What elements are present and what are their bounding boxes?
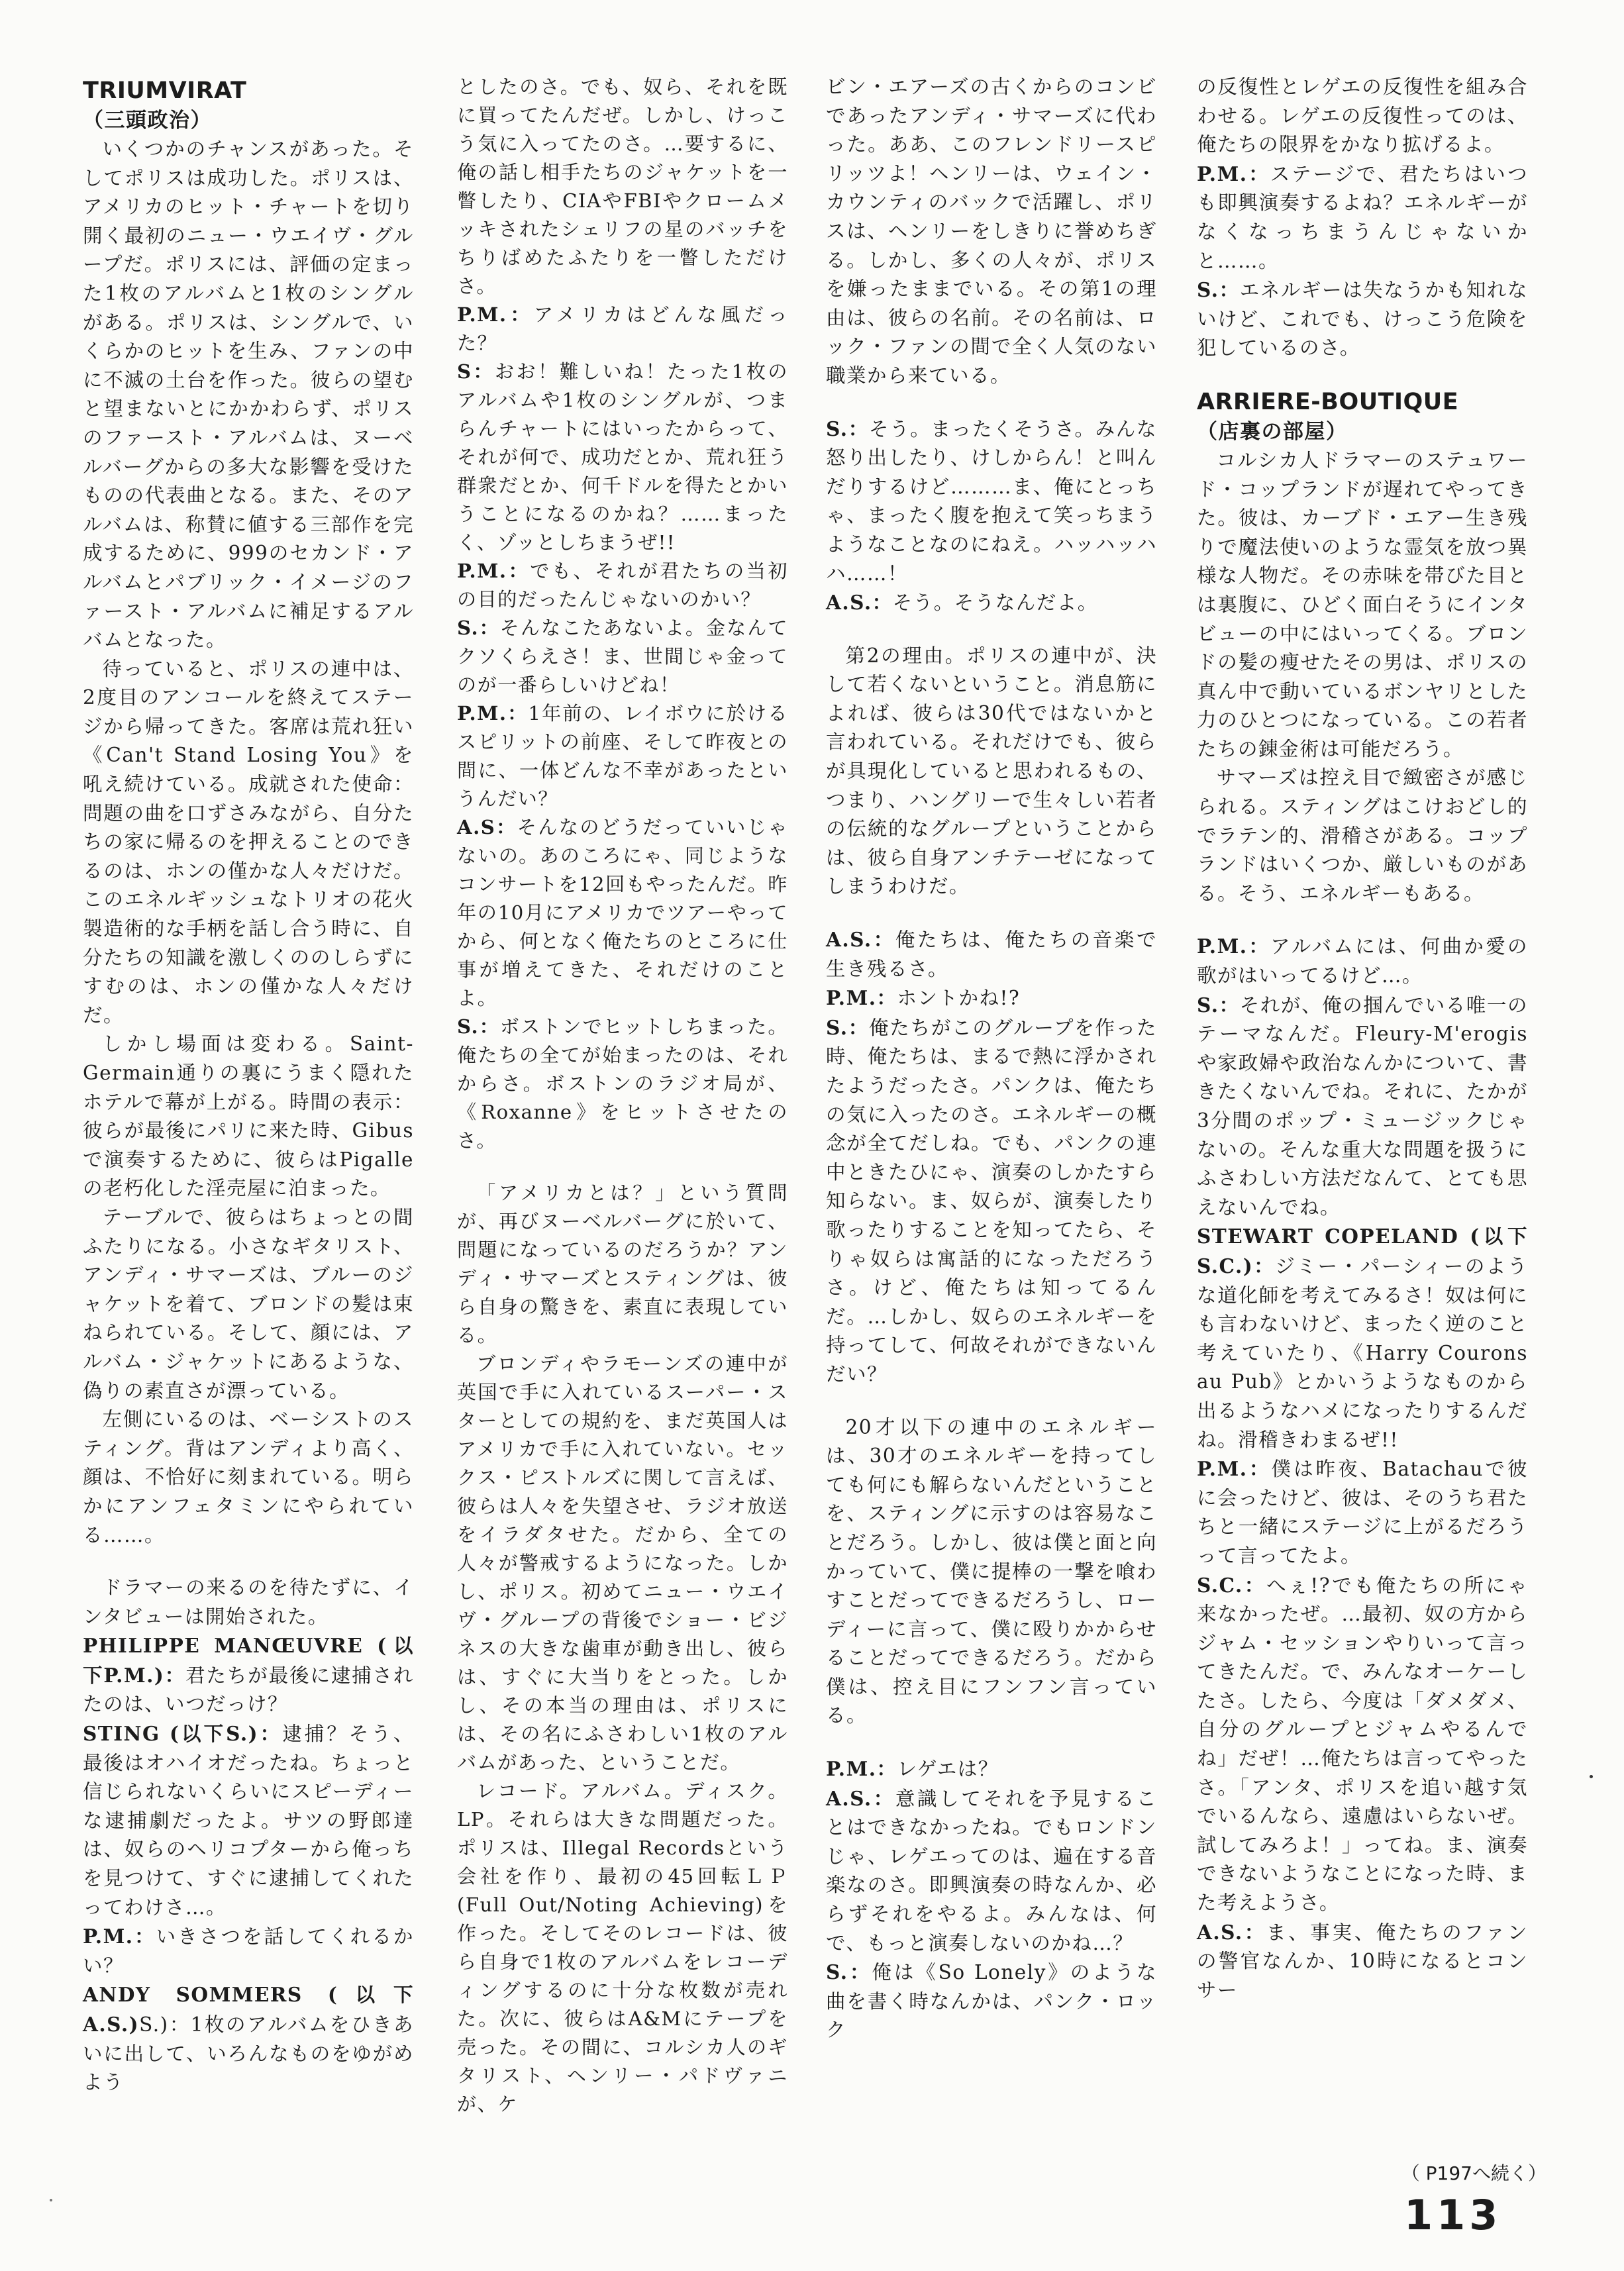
speaker-label: S： <box>457 360 495 383</box>
dialogue-line <box>1197 1454 1528 1570</box>
speaker-label: A.S.： <box>1197 1920 1266 1944</box>
dialogue-line <box>1197 1222 1528 1454</box>
speaker-label: S.： <box>457 1015 500 1038</box>
section-subheading: （三頭政治） <box>83 109 212 132</box>
dialogue-text: 俺たちは、俺たちの音楽で生き残るさ。 <box>826 929 1157 980</box>
body-paragraph: テーブルで、彼らはちょっとの間ふたりになる。小さなギタリスト、アンディ・サマーズは、ブルーのジャケットを着て、ブロンドの髪は束ねられている。そして、顔には、アルバム・ジャケットにあるような、偽りの素直さが漂っている。 <box>83 1205 414 1402</box>
body-paragraph: ドラマーの来るのを待たずに、インタビューは開始された。 <box>83 1576 414 1628</box>
dialogue-line <box>83 1922 414 1980</box>
dialogue-text: へぇ!?でも俺たちの所にゃ来なかったぜ。…最初、奴の方からジャム・セッションやりいって言ってきたんだ。で、みんなオーケーしたさ。したら、今度は「ダメダメ、自分のグループとジャムやるんでね」だぜ！…俺たちは言ってやったさ。「アンタ、ポリスを追い越す気でいるんなら、遠慮はいらないぜ。試してみろよ！」ってね。ま、演奏できないようなことになった時、また考えようさ。 <box>1197 1574 1528 1915</box>
dialogue-line <box>1197 991 1528 1223</box>
dialogue-line <box>1197 160 1528 276</box>
speaker-label: P.M.： <box>1197 162 1270 185</box>
speaker-label: P.M.： <box>83 1925 156 1948</box>
dialogue-line <box>1197 1571 1528 1918</box>
dialogue-text: 僕は昨夜、Batachauで彼に会ったけど、彼は、そのうち君たちと一緒にステージに上がるだろうって言ってたよ。 <box>1197 1458 1528 1567</box>
dialogue-line <box>826 925 1157 984</box>
dialogue-text: おお！難しいね！たった1枚のアルバムや1枚のシングルが、つまらんチャートにはいったからって、それが何で、成功だとか、荒れ狂う群衆だとか、何千ドルを得たとかいうことになるのかね？……まったく、ゾッとしちまうぜ!! <box>457 360 788 554</box>
dialogue-text: そう。そうなんだよ。 <box>892 591 1098 615</box>
body-paragraph: 左側にいるのは、ベーシストのスティング。背はアンディより高く、顔は、不恰好に刻まれている。明らかにアンフェタミンにやられている……。 <box>83 1408 414 1546</box>
continued-note: （ P197へ続く） <box>1401 2162 1547 2184</box>
dialogue-text: ボストンでヒットしちまった。俺たちの全てが始まったのは、それからさ。ボストンのラジオ局が、《Roxanne》をヒットさせたのさ。 <box>457 1015 788 1152</box>
speaker-label: P.M.： <box>826 1757 897 1781</box>
text-column-2 <box>457 73 788 2119</box>
dialogue-text: アルバムには、何曲か愛の歌がはいってるけど…。 <box>1197 935 1528 987</box>
dialogue-text: そんなのどうだっていいじゃないの。あのころにゃ、同じようなコンサートを12回もやったんだ。昨年の10月にアメリカでツアーやってから、何となく俺たちのところに仕事が増えてきた、それだけのことよ。 <box>457 816 788 1009</box>
body-paragraph: サマーズは控え目で緻密さが感じられる。スティングはこけおどし的でラテン的、滑稽さがある。コップランドはいくつか、厳しいものがある。そう、エネルギーもある。 <box>1197 766 1528 905</box>
dialogue-line <box>826 984 1157 1013</box>
speaker-label: S.： <box>826 1015 870 1039</box>
body-paragraph: 第2の理由。ポリスの連中が、決して若くないということ。消息筋によれば、彼らは30代ではないかと言われている。それだけでも、彼らが具現化していると思われるもの、つまり、ハングリーで生々しい若者の伝統的なグループということからは、彼ら自身アンチテーゼになってしまうわけだ。 <box>826 644 1157 898</box>
body-paragraph: 待っていると、ポリスの連中は、2度目のアンコールを終えてステージから帰ってきた。客席は荒れ狂い《Can't Stand Losing You》を吼え続けている。成就された使命：問題の曲を口ずさみながら、自分たちの家に帰るのを押えることのできるのは、ホンの僅かな人々だけだ。このエネルギッシュなトリオの花火製造術的な手柄を話し合う時に、自分たちの知識を激しくののしらずにすむのは、ホンの僅かな人々だけだ。 <box>83 657 414 1027</box>
section-subheading: （店裏の部屋） <box>1197 419 1348 444</box>
dialogue-line <box>826 415 1157 589</box>
body-paragraph: 20才以下の連中のエネルギーは、30才のエネルギーを持ってしても何にも解らないんだということを、スティングに示すのは容易なことだろう。しかし、彼は僕と面と向かっていて、僕に提棒の一撃を喰わすことだってできるだろうし、ローディーに言って、僕に殴りかからせることだってできるだろう。だから僕は、控え目にフンフン言っている。 <box>826 1415 1157 1727</box>
speaker-label: S.C.： <box>1197 1573 1267 1597</box>
speaker-label: S.： <box>826 417 869 440</box>
speaker-label: P.M.： <box>457 702 529 725</box>
body-paragraph: しかし場面は変わる。Saint-Germain通りの裏にうまく隠れたホテルで幕が上がる。時間の表示：彼らが最後にパリに来た時、Gibus で演奏するために、彼らはPigalleの老朽化した淫売屋に泊まった。 <box>83 1033 414 1200</box>
speaker-label: S.： <box>1197 993 1240 1017</box>
dialogue-text: いきさつを話してくれるかい？ <box>83 1925 414 1977</box>
dialogue-text: そう。まったくそうさ。みんな怒り出したり、けしからん！と叫んだりするけど………ま、俺にとっちゃ、まったく腹を抱えて笑っちまうようなことなのにねえ。ハッハッハハ……！ <box>826 417 1157 585</box>
speaker-label: A.S.： <box>826 591 893 615</box>
dialogue-text: S.)：1枚のアルバムをひきあいに出して、いろんなものをゆがめよう <box>83 2013 414 2094</box>
dialogue-line <box>83 1631 414 1719</box>
speaker-label: A.S.： <box>826 1786 895 1810</box>
section-heading-arriere-boutique: ARRIERE-BOUTIQUE <box>1197 388 1459 415</box>
dialogue-text: 俺は《So Lonely》のような曲を書く時なんかは、パンク・ロック <box>826 1961 1157 2042</box>
dialogue-line <box>1197 1918 1528 2005</box>
dialogue-line <box>1197 932 1528 990</box>
dialogue-line <box>826 588 1157 618</box>
dialogue-text: ホントかね!? <box>897 987 1021 1010</box>
speaker-label: P.M.： <box>1197 934 1271 958</box>
dialogue-text: 1年前の、レイボウに於けるスピリットの前座、そして昨夜との間に、一体どんな不幸があったというんだい？ <box>457 702 788 810</box>
speaker-label: P.M.： <box>457 560 531 582</box>
print-speck <box>1590 1775 1593 1778</box>
body-paragraph: ブロンディやラモーンズの連中が英国で手に入れているスーパー・スターとしての規約を、まだ英国人はアメリカで手に入れていない。セックス・ピストルズに関して言えば、彼らは人々を失望させ、ラジオ放送をイラダタせた。だから、全ての人々が警戒するようになった。しかし、ポリス。初めてニュー・ウエイヴ・グループの背後でショー・ビジネスの大きな歯車が動き出し、彼らは、すぐに大当りをとった。しかし、その本当の理由は、ポリスには、その名にふさわしい1枚のアルバムがあった、ということだ。 <box>457 1352 789 1774</box>
dialogue-line <box>826 1958 1157 2045</box>
dialogue-line <box>457 1013 788 1155</box>
dialogue-line <box>826 1754 1157 1784</box>
dialogue-text: 君たちが最後に逮捕されたのは、いつだっけ？ <box>83 1664 414 1716</box>
dialogue-text: でも、それが君たちの当初の目的だったんじゃないのかい？ <box>457 560 788 611</box>
print-speck <box>50 2199 52 2201</box>
dialogue-line <box>457 557 788 614</box>
speaker-label: PHILIPPE MANŒUVRE (以下P.M.)： <box>83 1634 414 1687</box>
speaker-label: S.： <box>457 617 500 639</box>
text-column-1 <box>83 73 414 2097</box>
dialogue-line <box>457 301 788 358</box>
dialogue-line <box>83 1719 414 1922</box>
dialogue-text: ステージで、君たちはいつも即興演奏するよね？エネルギーがなくなっちまうんじゃないかと……。 <box>1197 162 1528 272</box>
body-paragraph: コルシカ人ドラマーのステュワード・コップランドが遅れてやってきた。彼は、カーブド・エアー生き残りで魔法使いのような霊気を放つ異様な人物だ。その赤味を帯びた目とは裏腹に、ひどく面白そうにインタビューの中にはいってくる。ブロンドの髪の痩せたその男は、ポリスの真ん中で動いているボンヤリとした力のひとつになっている。この若者たちの錬金術は可能だろう。 <box>1197 448 1528 760</box>
speaker-label: P.M.： <box>457 303 534 326</box>
speaker-label: S.： <box>1197 278 1240 302</box>
body-paragraph: 「アメリカとは？」という質問が、再びヌーベルバーグに於いて、問題になっているのだろうか？アンディ・サマーズとスティングは、彼ら自身の驚きを、素直に表現している。 <box>457 1182 788 1346</box>
text-column-3 <box>826 73 1157 2045</box>
speaker-label: P.M.： <box>1197 1457 1272 1481</box>
body-paragraph: レコード。アルバム。ディスク。LP。それらは大きな問題だった。ポリスは、Illegal Recordsという会社を作り、最初の45回転ＬＰ(Full Out/Noting Achieving)を作った。そしてそのレコードは、彼ら自身で1枚のアルバムをレコーディングするのに十分な枚数が売れた。次に、彼らはA&Mにテープを売った。その間に、コルシカ人のギタリスト、ヘンリー・パドヴァニが、ケ <box>457 1780 788 2115</box>
body-paragraph: としたのさ。でも、奴ら、それを既に買ってたんだぜ。しかし、けっこう気に入ってたのさ。…要するに、俺の話し相手たちのジャケットを一瞥したり、CIAやFBIやクロームメッキされたシェリフの星のバッチをちりばめたふたりを一瞥しただけさ。 <box>457 76 788 297</box>
dialogue-line <box>83 1980 414 2097</box>
dialogue-text: 意識してそれを予見することはできなかったね。でもロンドンじゃ、レゲエってのは、遍在する音楽なのさ。即興演奏の時なんか、必らずそれをやるよ。みんなは、何で、もっと演奏しないのかね…？ <box>826 1787 1157 1954</box>
speaker-label: P.M.： <box>826 986 897 1010</box>
dialogue-line <box>457 614 788 699</box>
dialogue-line <box>1197 276 1528 363</box>
speaker-label: A.S.： <box>826 928 895 952</box>
body-paragraph: の反復性とレゲエの反復性を組み合わせる。レゲエの反復性ってのは、俺たちの限界をかなり拡げるよ。 <box>1197 76 1528 156</box>
dialogue-text: そんなこたあないよ。金なんてクソくらえさ！ま、世間じゃ金ってのが一番らしいけどね！ <box>457 617 789 696</box>
dialogue-line <box>457 813 788 1013</box>
dialogue-text: 俺たちがこのグループを作った時、俺たちは、まるで熱に浮かされたようだったさ。パンクは、俺たちの気に入ったのさ。エネルギーの概念が全てだしね。でも、パンクの連中ときたひにゃ、演奏のしかたすら知らない。ま、奴らが、演奏したり歌ったりすることを知ってたら、そりゃ奴らは寓話的になっただろうさ。けど、俺たちは知ってるんだ。…しかし、奴らのエネルギーを持ってして、何故それができないんだい？ <box>826 1016 1158 1386</box>
dialogue-text: ま、事実、俺たちのファンの警官なんか、10時になるとコンサー <box>1197 1921 1528 2001</box>
speaker-label: ANDY SOMMERS (以下A.S.) <box>83 1983 414 2036</box>
page-number: 113 <box>1404 2191 1502 2239</box>
body-paragraph: ビン・エアーズの古くからのコンビであったアンディ・サマーズに代わった。ああ、このフレンドリースピリッツよ！ヘンリーは、ウェイン・カウンティのバックで活躍し、ポリスは、ヘンリーをしきりに誉めちぎる。しかし、多くの人々が、ポリスを嫌ったままでいる。その第1の理由は、彼らの名前。その名前は、ロック・ファンの間で全く人気のない職業から来ている。 <box>826 76 1157 387</box>
body-paragraph: いくつかのチャンスがあった。そしてポリスは成功した。ポリスは、アメリカのヒット・チャートを切り開く最初のニュー・ウエイヴ・グループだ。ポリスには、評価の定まった1枚のアルバムと1枚のシングルがある。ポリスは、シングルで、いくらかのヒットを生み、ファンの中に不滅の土台を作った。彼らの望むと望まないとにかかわらず、ポリスのファースト・アルバムは、ヌーベルバーグからの多大な影響を受けたものの代表曲となる。また、そのアルバムは、称賛に値する三部作を完成するために、999のセカンド・アルバムとパブリック・イメージのファースト・アルバムに補足するアルバムとなった。 <box>83 138 414 652</box>
dialogue-text: エネルギーは失なうかも知れないけど、これでも、けっこう危険を犯しているのさ。 <box>1197 279 1528 360</box>
dialogue-text: アメリカはどんな風だった？ <box>457 303 788 354</box>
section-heading-triumvirat: TRIUMVIRAT <box>83 77 247 104</box>
dialogue-text: それが、俺の掴んでいる唯一のテーマなんだ。Fleury-M'erogisや家政婦や政治なんかについて、書きたくないんでね。それに、たかが3分間のポップ・ミュージックじゃないの。そんな重大な問題を扱うにふさわしい方法だなんて、とても思えないんでね。 <box>1197 993 1528 1219</box>
speaker-label: STING (以下S.)： <box>83 1722 283 1746</box>
dialogue-text: レゲエは？ <box>897 1758 999 1781</box>
dialogue-line <box>457 699 788 813</box>
speaker-label: S.： <box>826 1960 872 1984</box>
dialogue-line <box>457 358 788 557</box>
dialogue-line <box>826 1013 1157 1389</box>
dialogue-text: 逮捕？そう、最後はオハイオだったね。ちょっと信じられないくらいにスピーディーな逮捕劇だったよ。サツの野郎達は、奴らのヘリコプターから俺っちを見つけて、すぐに逮捕してくれたってわけさ…。 <box>83 1723 414 1919</box>
dialogue-line <box>826 1784 1157 1958</box>
text-column-4 <box>1197 73 1528 2005</box>
dialogue-text: ジミー・パーシィーのような道化師を考えてみるさ！奴は何にも言わないけど、まったく逆のこと考えていたり、《Harry Courons au Pub》とかいうようなものから出るようなハメになったりするんだね。滑稽きわまるぜ!! <box>1197 1254 1528 1451</box>
speaker-label: A.S： <box>457 816 517 838</box>
speaker-label: STEWART COPELAND (以下S.C.)： <box>1197 1225 1528 1278</box>
